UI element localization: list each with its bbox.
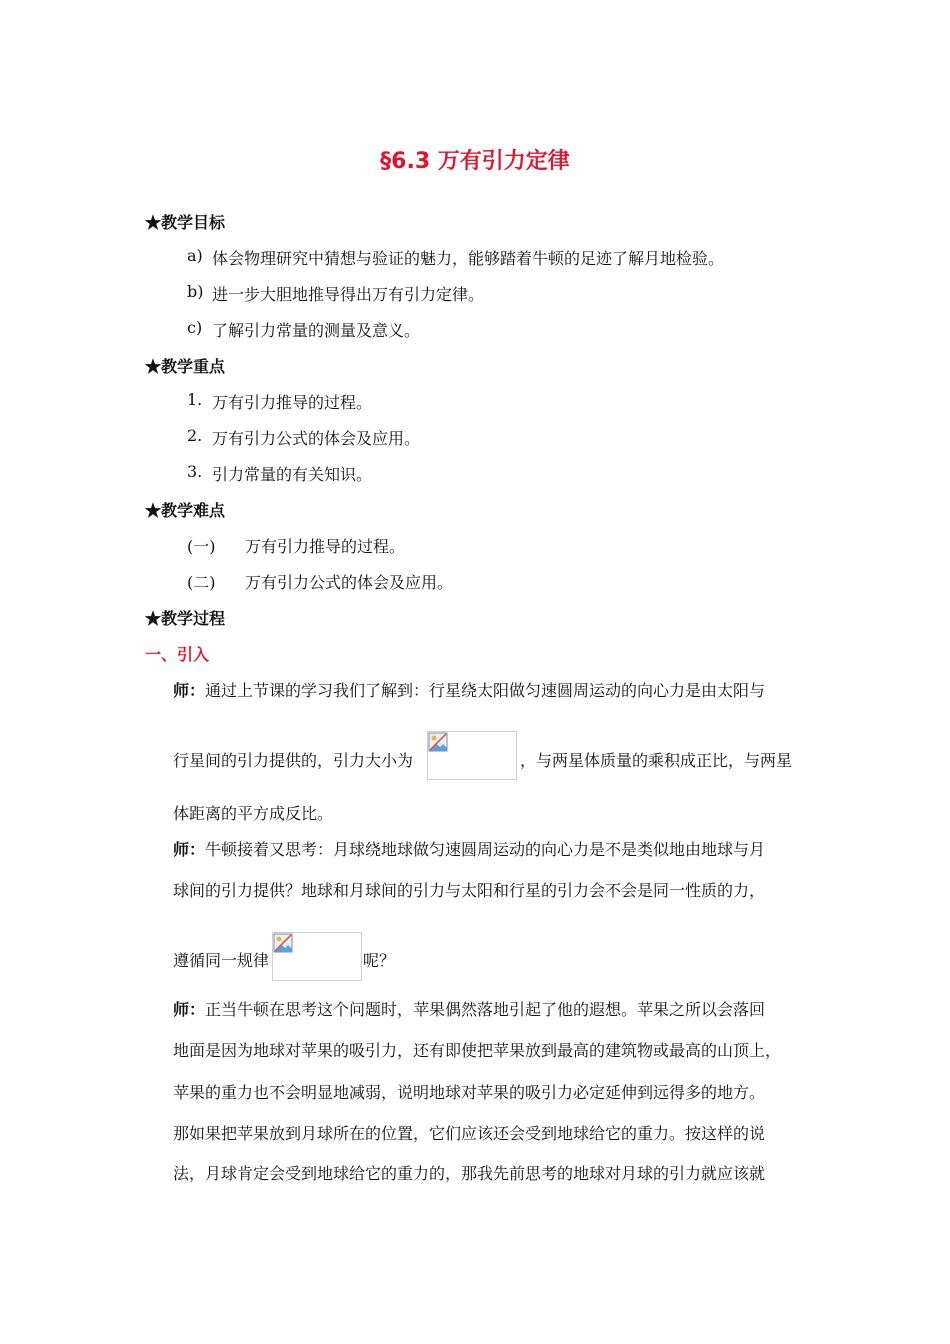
paragraph-3-line-2: 地面是因为地球对苹果的吸引力，还有即使把苹果放到最高的建筑物或最高的山顶上，	[173, 1041, 782, 1060]
speaker-label: 师：	[173, 840, 206, 859]
speaker-label: 师：	[173, 1000, 206, 1019]
paragraph-2-line-3b: 呢？	[363, 951, 396, 970]
paragraph-1-line-2b: ，与两星体质量的乘积成正比，与两星	[520, 751, 793, 770]
paragraph-1-line-2a: 行星间的引力提供的，引力大小为	[173, 751, 414, 770]
paragraph-1-line-3: 体距离的平方成反比。	[173, 804, 334, 823]
paragraph-3-line-1: 师：正当牛顿在思考这个问题时，苹果偶然落地引起了他的遐想。苹果之所以会落回	[173, 1000, 766, 1019]
paragraph-3-line-3: 苹果的重力也不会明显地减弱，说明地球对苹果的吸引力必定延伸到远得多的地方。	[173, 1083, 766, 1102]
paragraph-2-line-2: 球间的引力提供？地球和月球间的引力与太阳和行星的引力会不会是同一性质的力，	[173, 881, 766, 900]
goal-item-b-text: 进一步大胆地推导得出万有引力定律。	[212, 285, 485, 304]
key-point-2-text: 万有引力公式的体会及应用。	[212, 429, 421, 448]
broken-image-icon	[428, 732, 448, 752]
difficulty-2-text: 万有引力公式的体会及应用。	[245, 573, 454, 592]
difficulty-1-marker: (一)	[187, 537, 216, 556]
key-point-1-text: 万有引力推导的过程。	[212, 393, 373, 412]
paragraph-3-line-5: 法，月球肯定会受到地球给它的重力的，那我先前思考的地球对月球的引力就应该就	[173, 1164, 766, 1183]
paragraph-3-line-4: 那如果把苹果放到月球所在的位置，它们应该还会受到地球给它的重力。按这样的说	[173, 1124, 766, 1143]
goal-item-a-text: 体会物理研究中猜想与验证的魅力，能够踏着牛顿的足迹了解月地检验。	[212, 249, 725, 268]
heading-key-points: ★教学重点	[145, 357, 226, 376]
broken-image-icon	[273, 933, 293, 953]
goal-item-c-marker: c)	[187, 318, 203, 337]
difficulty-2-marker: (二)	[187, 573, 216, 592]
paragraph-2-line-1: 师：牛顿接着又思考：月球绕地球做匀速圆周运动的向心力是不是类似地由地球与月	[173, 840, 766, 859]
paragraph-1-line-1: 师：通过上节课的学习我们了解到：行星绕太阳做匀速圆周运动的向心力是由太阳与	[173, 681, 766, 700]
part-introduction-heading: 一、引入	[145, 645, 210, 664]
speaker-label: 师：	[173, 681, 206, 700]
formula-image-placeholder-2	[272, 932, 362, 981]
goal-item-b-marker: b)	[187, 282, 204, 301]
key-point-3-text: 引力常量的有关知识。	[212, 465, 373, 484]
difficulty-1-text: 万有引力推导的过程。	[245, 537, 406, 556]
paragraph-2-line-3a: 遵循同一规律	[173, 951, 270, 970]
heading-teaching-process: ★教学过程	[145, 609, 226, 628]
goal-item-c-text: 了解引力常量的测量及意义。	[212, 321, 421, 340]
key-point-2-marker: 2.	[187, 426, 203, 445]
key-point-1-marker: 1.	[187, 390, 203, 409]
key-point-3-marker: 3.	[187, 462, 203, 481]
formula-image-placeholder-1	[427, 731, 517, 780]
goal-item-a-marker: a)	[187, 246, 203, 265]
heading-teaching-goals: ★教学目标	[145, 213, 226, 232]
heading-difficulties: ★教学难点	[145, 501, 226, 520]
document-title: §6.3 万有引力定律	[380, 149, 570, 174]
